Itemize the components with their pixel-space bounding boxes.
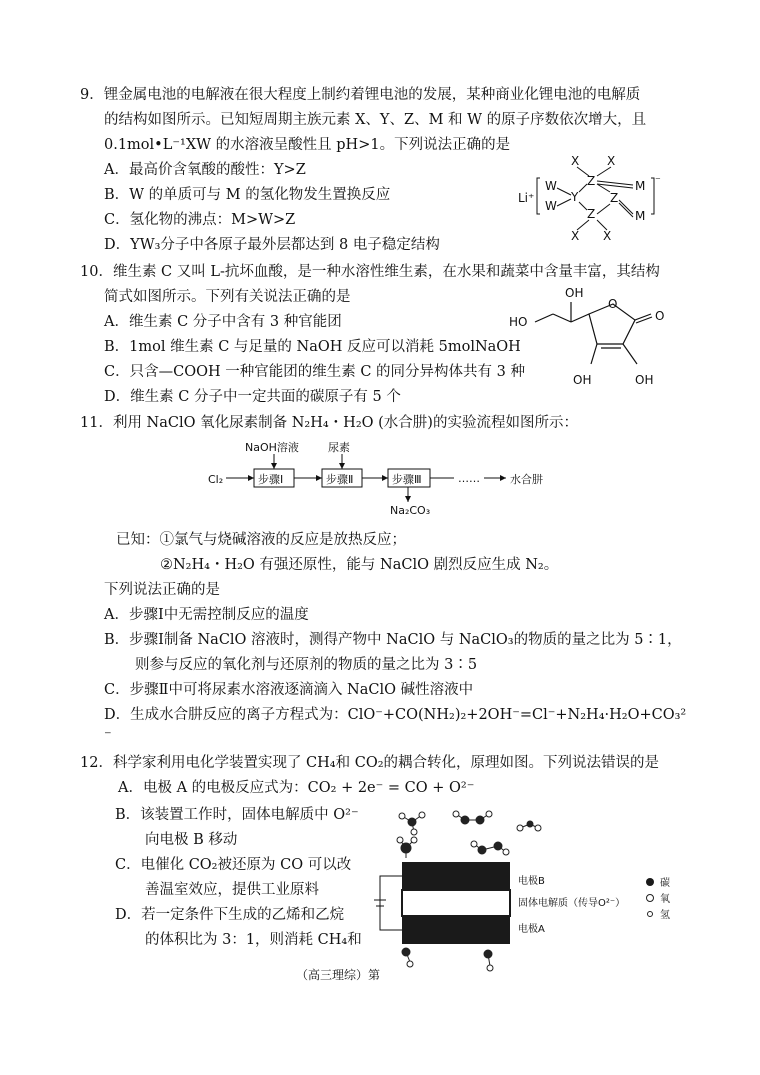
label-electrode-a: 电极A	[518, 924, 545, 935]
q9-atom-w2: W	[545, 199, 557, 213]
solid-electrolyte	[402, 890, 510, 916]
q9-option-d: D．YW₃分子中各原子最外层都达到 8 电子稳定结构	[104, 237, 440, 253]
q9-option-a: A．最高价含氧酸的酸性：Y>Z	[104, 162, 306, 178]
q10-ring-o: O	[608, 297, 618, 311]
legend-carbon: 碳	[660, 878, 670, 889]
flow-step-2: 步骤Ⅱ	[326, 473, 354, 486]
q10-vitamin-c-structure	[505, 282, 685, 392]
legend-hydrogen-icon	[648, 912, 653, 917]
page-footer: （高三理综）第	[296, 968, 381, 982]
q9-atom-z2: Z	[610, 191, 619, 205]
flow-end: 水合肼	[510, 473, 543, 486]
flow-step-1: 步骤Ⅰ	[258, 473, 284, 486]
q9-atom-z3: Z	[587, 207, 596, 221]
q9-option-b: B．W 的单质可与 M 的氢化物发生置换反应	[104, 187, 391, 203]
electrode-b	[402, 862, 510, 890]
legend-hydrogen: 氢	[660, 910, 670, 921]
q9-structure-figure	[515, 150, 675, 245]
q11-option-c: C．步骤Ⅱ中可将尿素水溶液逐滴滴入 NaClO 碱性溶液中	[104, 682, 474, 698]
flow-start: Cl₂	[208, 473, 224, 486]
legend-carbon-icon	[646, 878, 654, 886]
q9-atom-z1: Z	[587, 174, 596, 188]
q11-line: 11．利用 NaClO 氧化尿素制备 N₂H₄・H₂O (水合肼)的实验流程如图所示：	[80, 415, 578, 431]
legend-oxygen-icon	[647, 895, 654, 902]
q10-oh-bottom-left: OH	[573, 373, 592, 387]
q10-line-1: 10．维生素 C 又叫 L-抗坏血酸，是一种水溶性维生素，在水果和蔬菜中含量丰富，其结构	[80, 264, 660, 280]
flow-step-3: 步骤Ⅲ	[392, 473, 422, 486]
q9-atom-y: Y	[571, 190, 579, 204]
q11-option-d-2: ⁻	[104, 728, 112, 744]
q11-flow-diagram	[200, 438, 560, 518]
q12-line: 12．科学家利用电化学装置实现了 CH₄和 CO₂的耦合转化，原理如图。下列说法错误的是	[80, 755, 660, 771]
q11-known-2: ②N₂H₄・H₂O 有强还原性，能与 NaClO 剧烈反应生成 N₂。	[160, 557, 559, 573]
q11-option-d-1: D．生成水合肼反应的离子方程式为：ClO⁻+CO(NH₂)₂+2OH⁻=Cl⁻+N₂H₄·H₂O+CO₃²	[104, 707, 687, 723]
q9-atom-w1: W	[545, 179, 557, 193]
q10-ho-left: HO	[509, 315, 528, 329]
q12-option-b-1: B．该装置工作时，固体电解质中 O²⁻	[115, 807, 359, 823]
q12-electrochemical-figure	[370, 800, 690, 980]
label-electrode-b: 电极B	[518, 876, 545, 887]
q9-atom-m2: M	[635, 209, 646, 223]
q10-option-a: A．维生素 C 分子中含有 3 种官能团	[104, 314, 342, 330]
q12-option-b-2: 向电极 B 移动	[145, 832, 238, 848]
q12-option-c-2: 善温室效应，提供工业原料	[145, 882, 319, 898]
q10-oh-top: OH	[565, 286, 584, 300]
electrode-a	[402, 916, 510, 944]
q10-option-c: C．只含—COOH 一种官能团的维生素 C 的同分异构体共有 3 种	[104, 364, 525, 380]
label-electrolyte: 固体电解质（传导O²⁻）	[518, 898, 626, 909]
q9-li-cation: Li⁺	[518, 191, 535, 205]
q10-oh-bottom-right: OH	[635, 373, 654, 387]
q9-atom-x4: X	[603, 229, 612, 243]
q12-option-a: A．电极 A 的电极反应式为：CO₂ + 2e⁻ = CO + O²⁻	[118, 780, 475, 796]
q10-line-2: 简式如图所示。下列有关说法正确的是	[104, 289, 351, 305]
q9-line-1: 9．锂金属电池的电解液在很大程度上制约着锂电池的发展，某种商业化锂电池的电解质	[80, 87, 641, 103]
q9-atom-x2: X	[607, 154, 616, 168]
q12-option-d-2: 的体积比为 3：1，则消耗 CH₄和	[145, 932, 362, 948]
q11-option-b-2: 则参与反应的氧化剂与还原剂的物质的量之比为 3∶5	[135, 657, 478, 673]
q11-option-b-1: B．步骤Ⅰ制备 NaClO 溶液时，测得产物中 NaClO 与 NaClO₃的物质的量之比为 5∶1，	[104, 632, 682, 648]
q9-atom-x1: X	[571, 154, 580, 168]
q9-atom-x3: X	[571, 229, 580, 243]
q12-option-c-1: C．电催化 CO₂被还原为 CO 可以改	[115, 857, 352, 873]
flow-output-na2co3: Na₂CO₃	[390, 504, 431, 517]
q9-atom-m1: M	[635, 179, 646, 193]
q11-known-1: 已知：①氯气与烧碱溶液的反应是放热反应；	[116, 532, 406, 548]
q9-line-3: 0.1mol•L⁻¹XW 的水溶液呈酸性且 pH>1。下列说法正确的是	[104, 137, 511, 153]
q9-charge: ⁻	[655, 174, 661, 187]
legend-oxygen: 氧	[660, 894, 670, 905]
q9-line-2: 的结构如图所示。已知短周期主族元素 X、Y、Z、M 和 W 的原子序数依次增大，且	[104, 112, 647, 128]
q11-option-a: A．步骤Ⅰ中无需控制反应的温度	[104, 607, 309, 623]
q12-option-d-1: D．若一定条件下生成的乙烯和乙烷	[115, 907, 345, 923]
flow-input-urea: 尿素	[328, 441, 350, 454]
q10-option-b: B．1mol 维生素 C 与足量的 NaOH 反应可以消耗 5molNaOH	[104, 339, 521, 355]
flow-input-naoh: NaOH溶液	[245, 441, 299, 454]
flow-dots: ……	[458, 472, 480, 485]
q9-option-c: C．氢化物的沸点：M>W>Z	[104, 212, 296, 228]
q11-prompt: 下列说法正确的是	[104, 582, 220, 598]
q10-option-d: D．维生素 C 分子中一定共面的碳原子有 5 个	[104, 389, 401, 405]
q10-carbonyl-o: O	[655, 309, 665, 323]
